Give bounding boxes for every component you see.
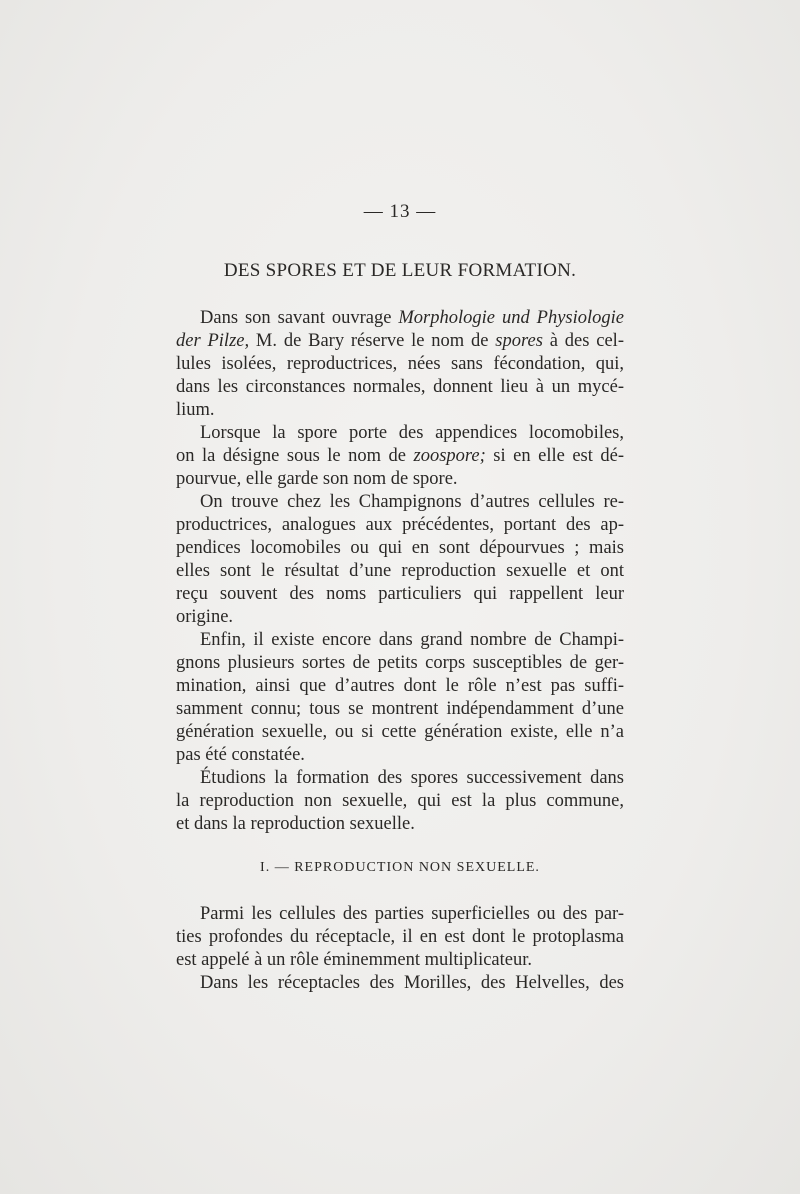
text-line: Dans son savant ouvrage Morphologie und Physiologie xyxy=(200,308,624,328)
text-line: lium. xyxy=(176,400,215,420)
body-text-block-2 xyxy=(176,903,624,995)
text-line: et dans la reproduction sexuelle. xyxy=(176,814,415,834)
text-line: Dans les réceptacles des Morilles, des Helvelles, des xyxy=(200,973,624,993)
text-line: Enfin, il existe encore dans grand nombre de Champi- xyxy=(200,630,624,650)
text-line: pas été constatée. xyxy=(176,745,305,765)
text-line: Parmi les cellules des parties superficielles ou des par- xyxy=(200,904,624,924)
text-line: gnons plusieurs sortes de petits corps susceptibles de ger- xyxy=(176,653,624,673)
text-line: la reproduction non sexuelle, qui est la plus commune, xyxy=(176,791,624,811)
page-number: — 13 — xyxy=(363,201,437,222)
text-line: elles sont le résultat d’une reproduction sexuelle et ont xyxy=(176,561,624,581)
text-line: pourvue, elle garde son nom de spore. xyxy=(176,469,458,489)
text-line: mination, ainsi que d’autres dont le rôle n’est pas suffi- xyxy=(176,676,624,696)
text-line: lules isolées, reproductrices, nées sans fécondation, qui, xyxy=(176,354,624,374)
text-line: der Pilze, M. de Bary réserve le nom de spores à des cel- xyxy=(176,331,624,351)
text-line: reçu souvent des noms particuliers qui rappellent leur xyxy=(176,584,624,604)
text-line: samment connu; tous se montrent indépendamment d’une xyxy=(176,699,624,719)
text-line: pendices locomobiles ou qui en sont dépourvues ; mais xyxy=(176,538,624,558)
text-line: origine. xyxy=(176,607,234,627)
text-line: génération sexuelle, ou si cette génération existe, elle n’a xyxy=(176,722,624,742)
text-line: Lorsque la spore porte des appendices locomobiles, xyxy=(200,423,624,443)
text-line: ties profondes du réceptacle, il en est dont le protoplasma xyxy=(176,927,624,947)
text-line: productrices, analogues aux précédentes, portant des ap- xyxy=(176,515,624,535)
text-line: est appelé à un rôle éminemment multiplicateur. xyxy=(176,950,533,970)
chapter-title: DES SPORES ET DE LEUR FORMATION. xyxy=(223,260,577,281)
text-line: On trouve chez les Champignons d’autres cellules re- xyxy=(200,492,624,512)
text-line: on la désigne sous le nom de zoospore; si en elle est dé- xyxy=(176,446,624,466)
section-heading: I. — REPRODUCTION NON SEXUELLE. xyxy=(260,860,540,875)
text-line: Étudions la formation des spores successivement dans xyxy=(200,768,624,788)
body-text-block-1 xyxy=(176,307,624,836)
text-line: dans les circonstances normales, donnent lieu à un mycé- xyxy=(176,377,624,397)
